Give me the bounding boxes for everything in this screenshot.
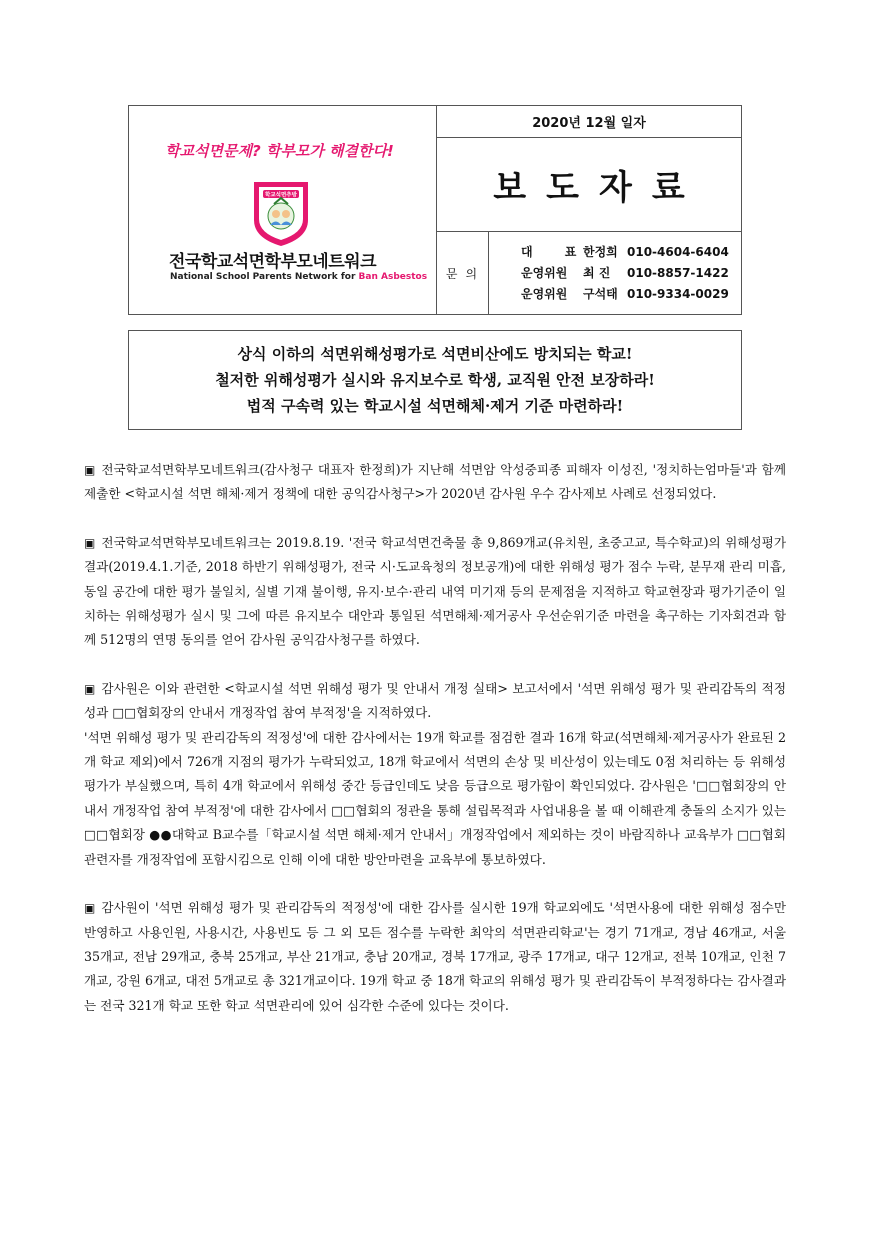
contact-row bbox=[521, 263, 741, 284]
logo-slogan: 학교석면문제? 학부모가 해결한다! bbox=[165, 142, 394, 160]
organization-logo-block bbox=[129, 106, 437, 314]
headline-line-3: 법적 구속력 있는 학교시설 석면해체·제거 기준 마련하라! bbox=[246, 397, 624, 415]
org-en-prefix: National School Parents Network for bbox=[170, 272, 359, 282]
bullet-icon: ▣ bbox=[84, 463, 96, 477]
organization-name-korean: 전국학교석면학부모네트워크 bbox=[169, 252, 376, 272]
contact-role: 운영위원 bbox=[521, 265, 568, 280]
paragraph-text: 감사원이 '석면 위해성 평가 및 관리감독의 적정성'에 대한 감사를 실시한 19개 학교외에도 '석면사용에 대한 위해성 점수만 반영하고 사용인원, 사용시간, 사용빈도 등 그 외 모든 점수를 누락한 최악의 석면관리학교'는 경기 71개교, 경남 46개교, 서울 35개교, 전남 29개교, 충북 25개교, 부산 21개교, 충남 20개교, 경북 17개교, 광주 17개교, 대구 12개교, 전북 10개교, 인천 7개교, 강원 6개교, 대전 5개교로 총 321개교이다. 19개 학교 중 18개 학교의 위해성 평가 및 관리감독이 부적정하다는 감사결과는 전국 321개 학교 또한 학교 석면관리에 있어 심각한 수준에 있다는 것이다. bbox=[84, 900, 786, 1013]
headline-line-1: 상식 이하의 석면위해성평가로 석면비산에도 방치되는 학교! bbox=[237, 345, 633, 363]
paragraph-text: '석면 위해성 평가 및 관리감독의 적정성'에 대한 감사에서는 19개 학교를 점검한 결과 16개 학교(석면해체·제거공사가 완료된 2개 학교 제외)에서 726개 지점의 평가가 누락되었고, 18개 학교에서 석면의 손상 및 비산성이 있는데도 0점 처리하는 등 위해성 평가가 부실했으며, 특히 4개 학교에서 위해성 중간 등급인데도 낮음 등급으로 평가함이 확인되었다. 감사원은 '□□협회장의 안내서 개정작업 참여 부적정'에 대한 감사에서 □□협회의 정관을 통해 설립목적과 사업내용을 볼 때 이해관계 충돌의 소지가 있는 □□협회장 ●●대학교 B교수를「학교시설 석면 해체·제거 안내서」개정작업에서 제외하는 것이 바람직하나 교육부가 □□협회 관련자를 개정작업에 포함시킴으로 인해 이에 대한 방안마련을 교육부에 통보하였다. bbox=[84, 729, 786, 867]
body-paragraph-1 bbox=[84, 458, 786, 507]
contact-phone: 010-8857-1422 bbox=[627, 265, 729, 280]
body-paragraph-3 bbox=[84, 677, 786, 872]
bullet-icon: ▣ bbox=[84, 681, 96, 696]
release-date: 2020년 12월 일자 bbox=[437, 106, 741, 138]
contact-row bbox=[521, 284, 741, 305]
contact-name: 최 진 bbox=[583, 265, 611, 280]
paragraph-text: 감사원은 이와 관련한 <학교시설 석면 위해성 평가 및 안내서 개정 실태> 보고서에서 '석면 위해성 평가 및 관리감독의 적정성과 □□협회장의 안내서 개정작업 참여 부적정'을 지적하였다. bbox=[84, 680, 786, 721]
press-header-table bbox=[128, 105, 742, 315]
emblem-text: 학교석면추방 bbox=[265, 192, 297, 199]
body-paragraph-2 bbox=[84, 531, 786, 653]
contact-name: 한정희 bbox=[583, 244, 618, 259]
organization-emblem-icon bbox=[250, 176, 312, 248]
contact-label: 문의 bbox=[437, 232, 489, 314]
contact-role: 대 표 bbox=[521, 244, 591, 259]
organization-name-english bbox=[170, 272, 427, 282]
contact-role: 운영위원 bbox=[521, 286, 568, 301]
contact-row bbox=[521, 242, 741, 263]
press-release-title: 보도자료 bbox=[437, 138, 741, 232]
body-paragraph-4 bbox=[84, 896, 786, 1018]
bullet-icon: ▣ bbox=[84, 901, 96, 916]
headline-line-2: 철저한 위해성평가 실시와 유지보수로 학생, 교직원 안전 보장하라! bbox=[215, 371, 655, 389]
bullet-icon: ▣ bbox=[84, 535, 96, 550]
org-en-highlight: Ban Asbestos bbox=[358, 272, 428, 282]
headline-box bbox=[128, 330, 742, 430]
contact-list bbox=[489, 232, 741, 314]
contact-name: 구석태 bbox=[583, 286, 618, 301]
paragraph-text: 전국학교석면학부모네트워크는 2019.8.19. '전국 학교석면건축물 총 9,869개교(유치원, 초중고교, 특수학교)의 위해성평가결과(2019.4.1.기준, 2018 하반기 위해성평가, 전국 시·도교육청의 정보공개)에 대한 위해성 평가 점수 누락, 분무재 관리 미흡, 동일 공간에 대한 평가 불일치, 실별 기재 불이행, 유지·보수·관리 내역 미기재 등의 문제점을 지적하고 학교현장과 평가기준이 일치하는 위해성평가 실시 및 그에 따른 유지보수 대안과 통일된 석면해체·제거공사 우선순위기준 마련을 촉구하는 기자회견과 함께 512명의 연명 동의를 얻어 감사원 공익감사청구를 하였다. bbox=[84, 534, 786, 648]
contact-phone: 010-4604-6404 bbox=[627, 244, 729, 259]
press-body bbox=[84, 458, 786, 1042]
contact-phone: 010-9334-0029 bbox=[627, 286, 729, 301]
paragraph-text: 전국학교석면학부모네트워크(감사청구 대표자 한정희)가 지난해 석면암 악성중피종 피해자 이성진, '정치하는엄마들'과 함께 제출한 <학교시설 석면 해체·제거 정책에 대한 공익감사청구>가 2020년 감사원 우수 감사제보 사례로 선정되었다. bbox=[84, 462, 786, 502]
